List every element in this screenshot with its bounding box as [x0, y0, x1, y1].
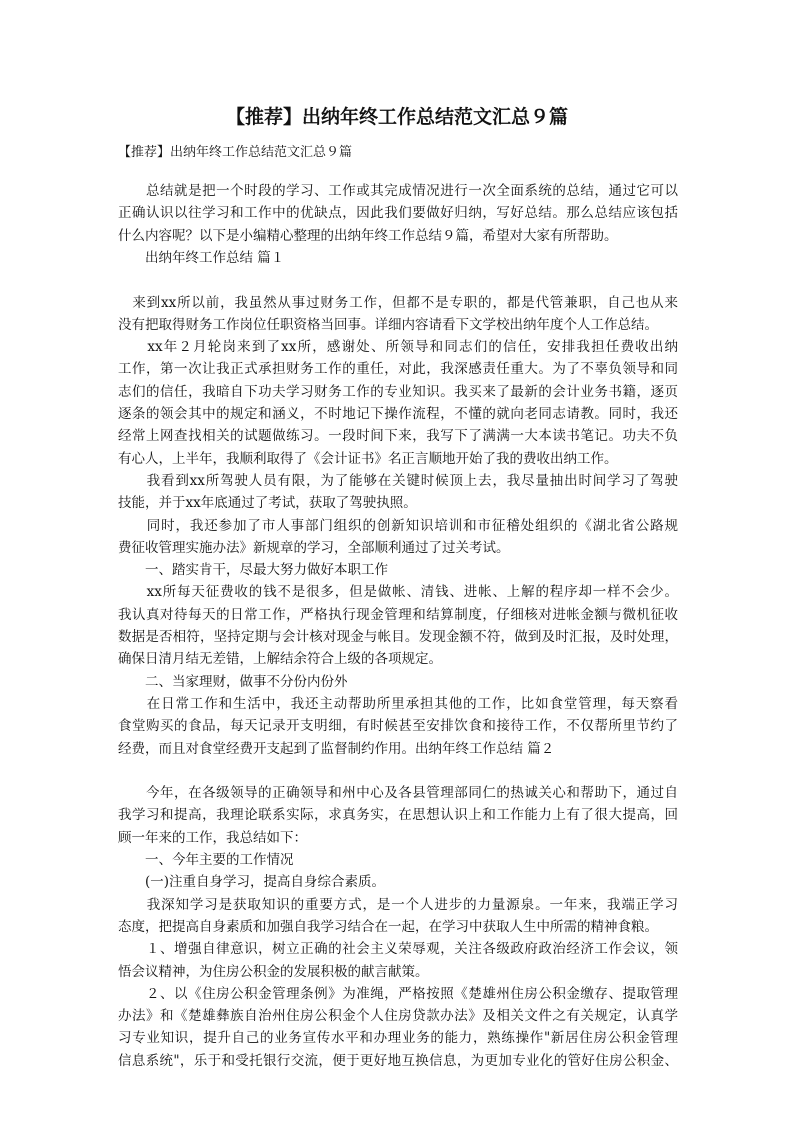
- paragraph-line: 同时，我还参加了市人事部门组织的创新知识培训和市征稽处组织的《湖北省公路规: [118, 517, 678, 534]
- paragraph-line: 逐条的领会其中的规定和涵义，不时地记下操作流程，不懂的就向老同志请教。同时，我还: [118, 406, 678, 422]
- paragraph-line: 工作，第一次让我正式承担财务工作的重任，对此，我深感责任重大。为了不辜负领导和同: [118, 361, 678, 378]
- paragraph-line: 我认真对待每天的日常工作，严格执行现金管理和结算制度，仔细核对进帐金额与微机征收: [118, 606, 678, 623]
- document-title: 【推荐】出纳年终工作总结范文汇总９篇: [225, 106, 568, 128]
- paragraph-line: 正确认识以往学习和工作中的优缺点，因此我们要做好归纳，写好总结。那么总结应该包括: [118, 205, 678, 222]
- paragraph-line: 出纳年终工作总结 篇１: [118, 249, 285, 266]
- paragraph-line: 习专业知识，提升自己的业务宣传水平和办理业务的能力，熟练操作"新居住房公积金管理: [118, 1030, 678, 1047]
- paragraph-line: 二、当家理财，做事不分份内份外: [118, 673, 348, 690]
- paragraph-line: 志们的信任，我暗自下功夫学习财务工作的专业知识。我买来了最新的会计业务书籍，逐页: [118, 383, 678, 400]
- paragraph-line: 在日常工作和生活中，我还主动帮助所里承担其他的工作，比如食堂管理，每天察看: [118, 695, 678, 712]
- paragraph-line: (一)注重自身学习，提高自身综合素质。: [118, 874, 386, 891]
- paragraph-line: xx所每天征费收的钱不是很多，但是做帐、清钱、进帐、上解的程序却一样不会少。: [118, 584, 678, 601]
- paragraph-line: 技能，并于xx年底通过了考试，获取了驾驶执照。: [118, 495, 417, 512]
- paragraph-line: 一、今年主要的工作情况: [118, 852, 294, 868]
- paragraph-line: 确保日清月结无差错，上解结余符合上级的各项规定。: [118, 651, 442, 668]
- paragraph-line: 经常上网查找相关的试题做练习。一段时间下来，我写下了满满一大本读书笔记。功夫不负: [118, 428, 678, 445]
- paragraph-line: 今年，在各级领导的正确领导和州中心及各县管理部同仁的热诚关心和帮助下，通过自: [118, 785, 678, 802]
- paragraph-line: 有心人，上半年，我顺利取得了《会计证书》名正言顺地开始了我的费收出纳工作。: [118, 450, 618, 467]
- paragraph-line: xx年２月轮岗来到了xx所，感谢处、所领导和同志们的信任，安排我担任费收出纳: [118, 339, 678, 356]
- paragraph-line: 我看到xx所驾驶人员有限，为了能够在关键时候顶上去，我尽量抽出时间学习了驾驶: [118, 472, 678, 489]
- paragraph-line: 信息系统"，乐于和受托银行交流，便于更好地互换信息，为更加专业化的管好住房公积金、: [118, 1052, 678, 1069]
- paragraph-line: 经费，而且对食堂经费开支起到了监督制约作用。出纳年终工作总结 篇２: [118, 740, 555, 757]
- paragraph-line: 一、踏实肯干，尽最大努力做好本职工作: [118, 562, 388, 579]
- paragraph-line: 数据是否相符，坚持定期与会计核对现金与帐目。发现金额不符，做到及时汇报，及时处理，: [118, 629, 678, 645]
- paragraph-line: 我深知学习是获取知识的重要方式，是一个人进步的力量源泉。一年来，我端正学习: [118, 896, 678, 913]
- paragraph-line: 总结就是把一个时段的学习、工作或其完成情况进行一次全面系统的总结，通过它可以: [118, 183, 678, 199]
- paragraph-line: 我学习和提高，我理论联系实际，求真务实，在思想认识上和工作能力上有了很大提高，回: [118, 807, 678, 824]
- paragraph-line: 食堂购买的食品，每天记录开支明细，有时候甚至安排饮食和接待工作，不仅帮所里节约了: [118, 718, 678, 735]
- paragraph-line: １、增强自律意识，树立正确的社会主义荣辱观，关注各级政府政治经济工作会议，领: [118, 941, 678, 958]
- paragraph-line: 办法》和《楚雄彝族自治州住房公积金个人住房贷款办法》及相关文件之有关规定，认真学: [118, 1008, 678, 1025]
- paragraph-line: 费征收管理实施办法》新规章的学习，全部顺利通过了过关考试。: [118, 539, 510, 556]
- paragraph-line: 悟会议精神，为住房公积金的发展积极的献言献策。: [118, 963, 429, 980]
- document-subtitle: 【推荐】出纳年终工作总结范文汇总９篇: [118, 145, 353, 160]
- paragraph-line: 顾一年来的工作，我总结如下：: [118, 829, 307, 846]
- paragraph-line: ２、以《住房公积金管理条例》为准绳，严格按照《楚雄州住房公积金缴存、提取管理: [118, 985, 678, 1002]
- paragraph-line: 没有把取得财务工作岗位任职资格当回事。详细内容请看下文学校出纳年度个人工作总结。: [118, 316, 658, 333]
- paragraph-line: 态度，把提高自身素质和加强自我学习结合在一起，在学习中获取人生中所需的精神食粮。: [118, 918, 658, 935]
- paragraph-line: 来到xx所以前，我虽然从事过财务工作，但都不是专职的，都是代管兼职，自己也从来: [118, 294, 678, 311]
- paragraph-line: 什么内容呢？以下是小编精心整理的出纳年终工作总结９篇，希望对大家有所帮助。: [118, 227, 618, 244]
